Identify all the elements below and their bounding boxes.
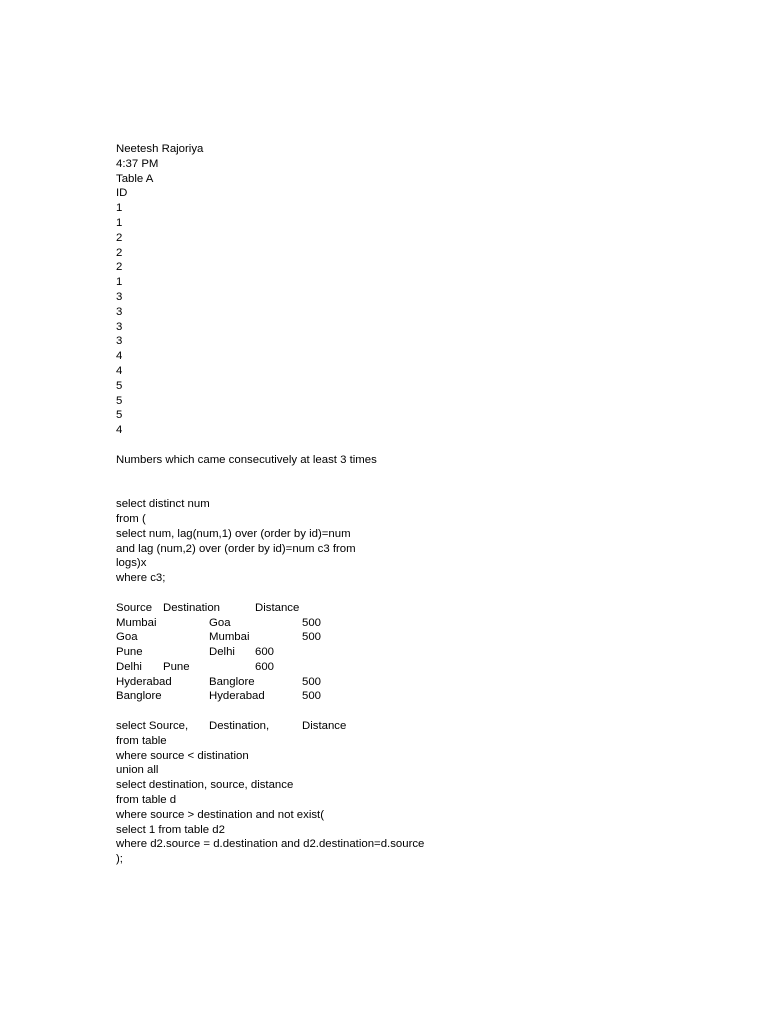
table-label: Table A <box>116 172 154 185</box>
route-row <box>116 645 736 660</box>
id-value: 3 <box>116 305 123 318</box>
code-line: and lag (num,2) over (order by id)=num c3 from <box>116 542 356 555</box>
code-line: select 1 from table d2 <box>116 823 225 836</box>
id-value: 2 <box>116 261 123 274</box>
id-value: 3 <box>116 320 123 333</box>
id-value: 2 <box>116 231 123 244</box>
route-distance: 600 <box>255 660 275 673</box>
query2-distance: Distance <box>302 720 347 733</box>
code-line: where d2.source = d.destination and d2.destination=d.source <box>116 838 425 851</box>
route-destination: Pune <box>163 660 190 673</box>
route-source: Banglore <box>116 690 162 703</box>
document-body <box>116 142 736 867</box>
id-value: 1 <box>116 276 123 289</box>
id-value: 5 <box>116 394 123 407</box>
route-row <box>116 616 736 631</box>
code-line: select distinct num <box>116 498 210 511</box>
routes-header-destination: Destination <box>163 601 220 614</box>
code-line: union all <box>116 764 159 777</box>
query2-select: select Source, <box>116 720 189 733</box>
routes-header-row <box>116 601 736 616</box>
query2-destination: Destination, <box>209 720 270 733</box>
id-value: 3 <box>116 290 123 303</box>
id-value: 5 <box>116 379 123 392</box>
code-line: from ( <box>116 512 146 525</box>
column-label: ID <box>116 187 128 200</box>
route-row <box>116 630 736 645</box>
id-value: 4 <box>116 350 123 363</box>
routes-header-distance: Distance <box>255 601 300 614</box>
id-value: 2 <box>116 246 123 259</box>
code-line: where source > destination and not exist( <box>116 808 325 821</box>
id-value: 3 <box>116 335 123 348</box>
route-destination: Delhi <box>209 646 235 659</box>
id-value: 4 <box>116 424 123 437</box>
route-source: Mumbai <box>116 616 157 629</box>
route-source: Hyderabad <box>116 675 172 688</box>
route-distance: 500 <box>302 690 322 703</box>
route-row <box>116 689 736 704</box>
code-line: where source < distination <box>116 749 249 762</box>
code-line: from table <box>116 734 167 747</box>
route-destination: Banglore <box>209 675 255 688</box>
code-line: logs)x <box>116 557 147 570</box>
route-source: Goa <box>116 631 138 644</box>
routes-header-source: Source <box>116 601 153 614</box>
code-line: from table d <box>116 794 177 807</box>
route-distance: 600 <box>255 646 275 659</box>
route-distance: 500 <box>302 631 322 644</box>
route-distance: 500 <box>302 616 322 629</box>
route-source: Pune <box>116 646 143 659</box>
route-row <box>116 675 736 690</box>
author-name: Neetesh Rajoriya <box>116 143 204 155</box>
question-text: Numbers which came consecutively at least 3 times <box>116 453 377 466</box>
query2-block <box>116 734 736 867</box>
code-line: select destination, source, distance <box>116 779 294 792</box>
id-value: 1 <box>116 202 123 215</box>
timestamp: 4:37 PM <box>116 157 159 170</box>
route-source: Delhi <box>116 660 142 673</box>
route-destination: Hyderabad <box>209 690 265 703</box>
query2-select-row <box>116 719 736 734</box>
route-destination: Goa <box>209 616 231 629</box>
query1-block <box>116 497 736 586</box>
id-value: 1 <box>116 216 123 229</box>
id-value: 4 <box>116 364 123 377</box>
route-destination: Mumbai <box>209 631 250 644</box>
route-row <box>116 660 736 675</box>
code-line: select num, lag(num,1) over (order by id)=num <box>116 527 351 540</box>
code-line: ); <box>116 853 123 866</box>
route-distance: 500 <box>302 675 322 688</box>
code-line: where c3; <box>116 572 166 585</box>
id-value: 5 <box>116 409 123 422</box>
id-list <box>116 201 736 438</box>
